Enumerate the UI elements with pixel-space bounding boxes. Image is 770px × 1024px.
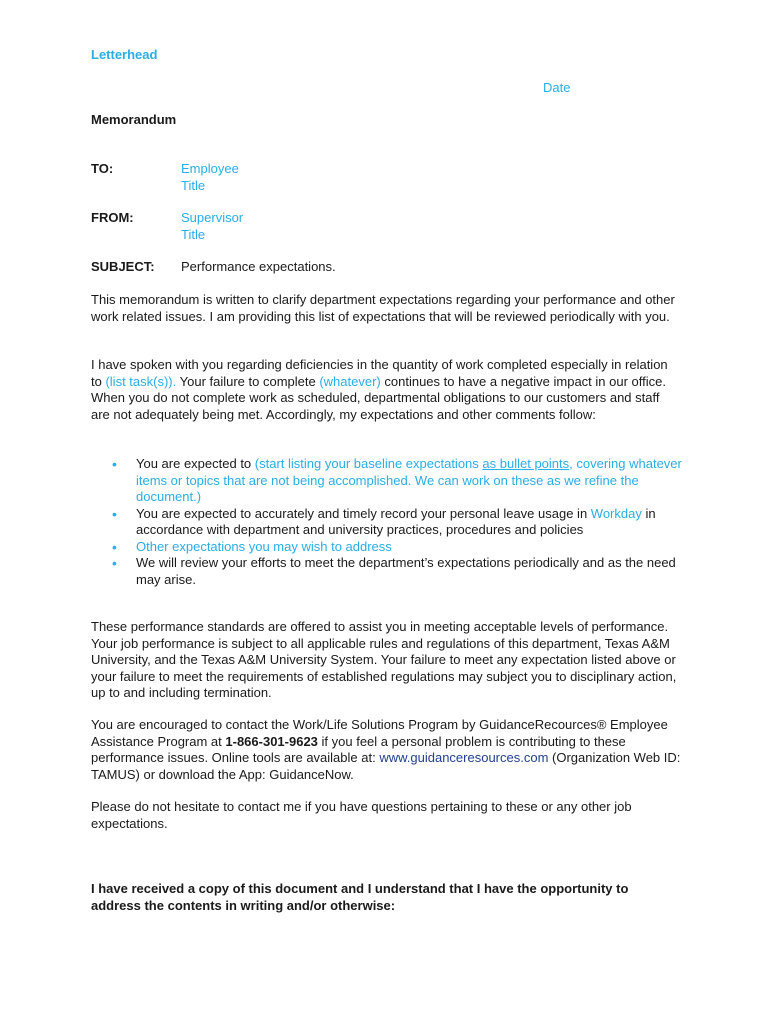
to-row xyxy=(91,161,239,194)
acknowledgement: I have received a copy of this document and I understand that I have the opportunity to address the contents in writing and/or otherwise: xyxy=(91,881,629,913)
from-value xyxy=(181,210,243,243)
paragraph-eap xyxy=(91,717,681,783)
to-label: TO: xyxy=(91,161,114,176)
bullet-icon: • xyxy=(112,505,117,522)
list-item xyxy=(112,539,682,556)
p4-text-1: You are encouraged to contact the Work/Life Solutions Program by GuidanceRecources® Employee Assistance Program at xyxy=(91,717,668,749)
list-item xyxy=(112,506,682,539)
list-item xyxy=(112,456,682,506)
b1-link[interactable]: as bullet points xyxy=(482,456,570,471)
from-title: Title xyxy=(181,226,206,242)
paragraph-contact: Please do not hesitate to contact me if you have questions pertaining to these or any other job expectations. xyxy=(91,799,632,831)
b4-text: We will review your efforts to meet the department’s expectations periodically and as the need may arise. xyxy=(136,555,676,587)
letterhead: Letterhead xyxy=(91,47,158,62)
p2-text-2: Your failure to complete xyxy=(176,373,320,389)
to-value xyxy=(181,161,239,194)
bullet-icon: • xyxy=(112,456,117,472)
b1-placeholder-b: , covering whatever items or topics that are not being accomplished. We can work on these as we refine the document.) xyxy=(136,456,682,504)
b2-workday: Workday xyxy=(590,505,642,521)
b1-prefix: You are expected to xyxy=(136,456,255,471)
p2-placeholder-whatever: (whatever) xyxy=(319,373,381,389)
b2-suffix: in accordance with department and university practices, procedures and policies xyxy=(136,505,656,537)
bullet-icon: • xyxy=(112,538,117,555)
paragraph-standards: These performance standards are offered to assist you in meeting acceptable levels of performance. Your job performance is subject to all applicable rules and regulations of this department, Texas A&M University, and the Texas A&M University System. Your failure to meet any expectation listed above or your failure to meet the requirements of established regulations may subject you to disciplinary action, up to and including termination. xyxy=(91,619,677,700)
to-title: Title xyxy=(181,177,206,193)
paragraph-intro: This memorandum is written to clarify department expectations regarding your performance and other work related issues. I am providing this list of expectations that will be reviewed periodically with you. xyxy=(91,292,675,324)
b2-prefix: You are expected to accurately and timely record your personal leave usage in xyxy=(136,505,591,521)
list-item xyxy=(112,555,682,588)
from-label: FROM: xyxy=(91,210,134,225)
date-field: Date xyxy=(543,80,571,95)
from-row xyxy=(91,210,243,243)
b3-text: Other expectations you may wish to address xyxy=(136,538,392,554)
p4-text-3: (Organization Web ID: TAMUS) or download the App: GuidanceNow. xyxy=(91,750,681,782)
to-name: Employee xyxy=(181,161,239,176)
subject-label: SUBJECT: xyxy=(91,259,155,274)
p2-placeholder-tasks: (list task(s)). xyxy=(105,373,177,389)
expectations-list xyxy=(112,456,682,588)
subject-row xyxy=(91,259,336,276)
subject-value: Performance expectations. xyxy=(181,259,336,274)
p4-text-2: if you feel a personal problem is contributing to these performance issues. Online tools are available at: xyxy=(91,733,626,765)
b1-placeholder-a: (start listing your baseline expectations xyxy=(254,456,483,471)
from-name: Supervisor xyxy=(181,210,244,225)
memo-title: Memorandum xyxy=(91,112,177,127)
p2-text-3: continues to have a negative impact in our office. When you do not complete work as scheduled, departmental obligations to our customers and staff are not adequately being met. Accordingly, my expectations and other comments follow: xyxy=(91,373,666,422)
eap-phone: 1-866-301-9623 xyxy=(225,733,318,749)
bullet-icon: • xyxy=(112,555,117,571)
eap-url-link[interactable]: www.guidanceresources.com xyxy=(379,750,549,765)
paragraph-deficiencies xyxy=(91,357,681,423)
p2-text-1: I have spoken with you regarding deficiencies in the quantity of work completed especially in relation to xyxy=(91,357,668,389)
